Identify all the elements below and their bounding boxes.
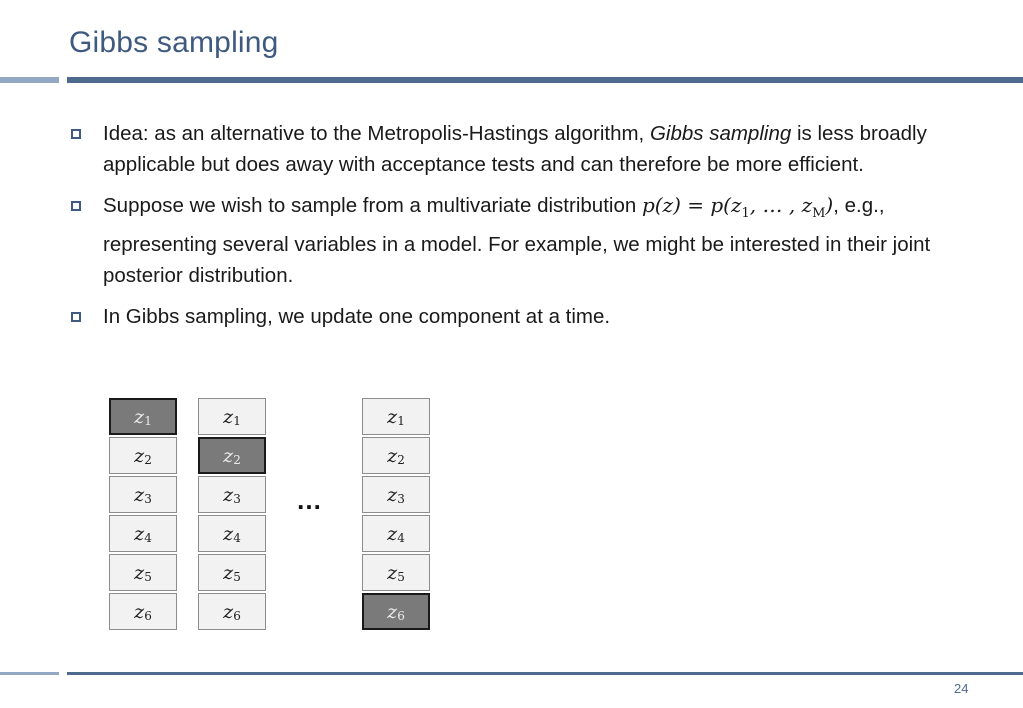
variable-cell-z2: z $_2$ <box>109 437 177 474</box>
header-rule <box>67 77 1023 83</box>
variable-cell-z1: z $_1$ <box>109 398 177 435</box>
variable-column-step-m <box>362 398 430 632</box>
bullet-list <box>71 118 981 342</box>
variable-cell-z5: z $_5$ <box>362 554 430 591</box>
header-rule-accent <box>0 77 59 83</box>
variable-cell-z4: z $_4$ <box>109 515 177 552</box>
bullet-idea <box>71 118 981 180</box>
variable-cell-z6: z $_6$ <box>109 593 177 630</box>
variable-cell-z1: z $_1$ <box>362 398 430 435</box>
variable-cell-z6: z $_6$ <box>198 593 266 630</box>
variable-cell-z4: z $_4$ <box>362 515 430 552</box>
page-number: 24 <box>954 681 969 696</box>
slide-title: Gibbs sampling <box>69 26 279 59</box>
bullet-text: Idea: as an alternative to the Metropolis-Hastings algorithm, <box>103 122 650 145</box>
bullet-update <box>71 301 981 332</box>
variable-cell-z3: z $_3$ <box>198 476 266 513</box>
square-bullet-icon <box>71 312 81 322</box>
variable-cell-z2: z $_2$ <box>198 437 266 474</box>
variable-cell-z4: z $_4$ <box>198 515 266 552</box>
footer-rule-accent <box>0 672 59 675</box>
variable-column-step-1 <box>109 398 177 632</box>
footer-rule <box>67 672 1023 675</box>
square-bullet-icon <box>71 201 81 211</box>
variable-cell-z3: z $_3$ <box>109 476 177 513</box>
bullet-text: , e.g., representing several variables in a model. For example, we might be interested in their joint posterior distribution. <box>103 194 931 287</box>
variable-cell-z6: z $_6$ <box>362 593 430 630</box>
bullet-emphasis: Gibbs sampling <box>649 122 792 145</box>
math-formula: $p(z) = p(z_1$, … , $z_M$) <box>641 193 834 221</box>
variable-cell-z3: z $_3$ <box>362 476 430 513</box>
variable-cell-z5: z $_5$ <box>198 554 266 591</box>
ellipsis: … <box>296 485 323 515</box>
bullet-text: In Gibbs sampling, we update one component at a time. <box>103 305 611 328</box>
variable-cell-z5: z $_5$ <box>109 554 177 591</box>
bullet-multivariate <box>71 190 981 291</box>
variable-column-step-2 <box>198 398 266 632</box>
bullet-text: Suppose we wish to sample from a multivariate distribution <box>103 194 642 217</box>
variable-cell-z2: z $_2$ <box>362 437 430 474</box>
variable-cell-z1: z $_1$ <box>198 398 266 435</box>
square-bullet-icon <box>71 129 81 139</box>
bullet-text: is less broadly applicable but does away with acceptance tests and can therefore be more efficient. <box>103 122 927 176</box>
